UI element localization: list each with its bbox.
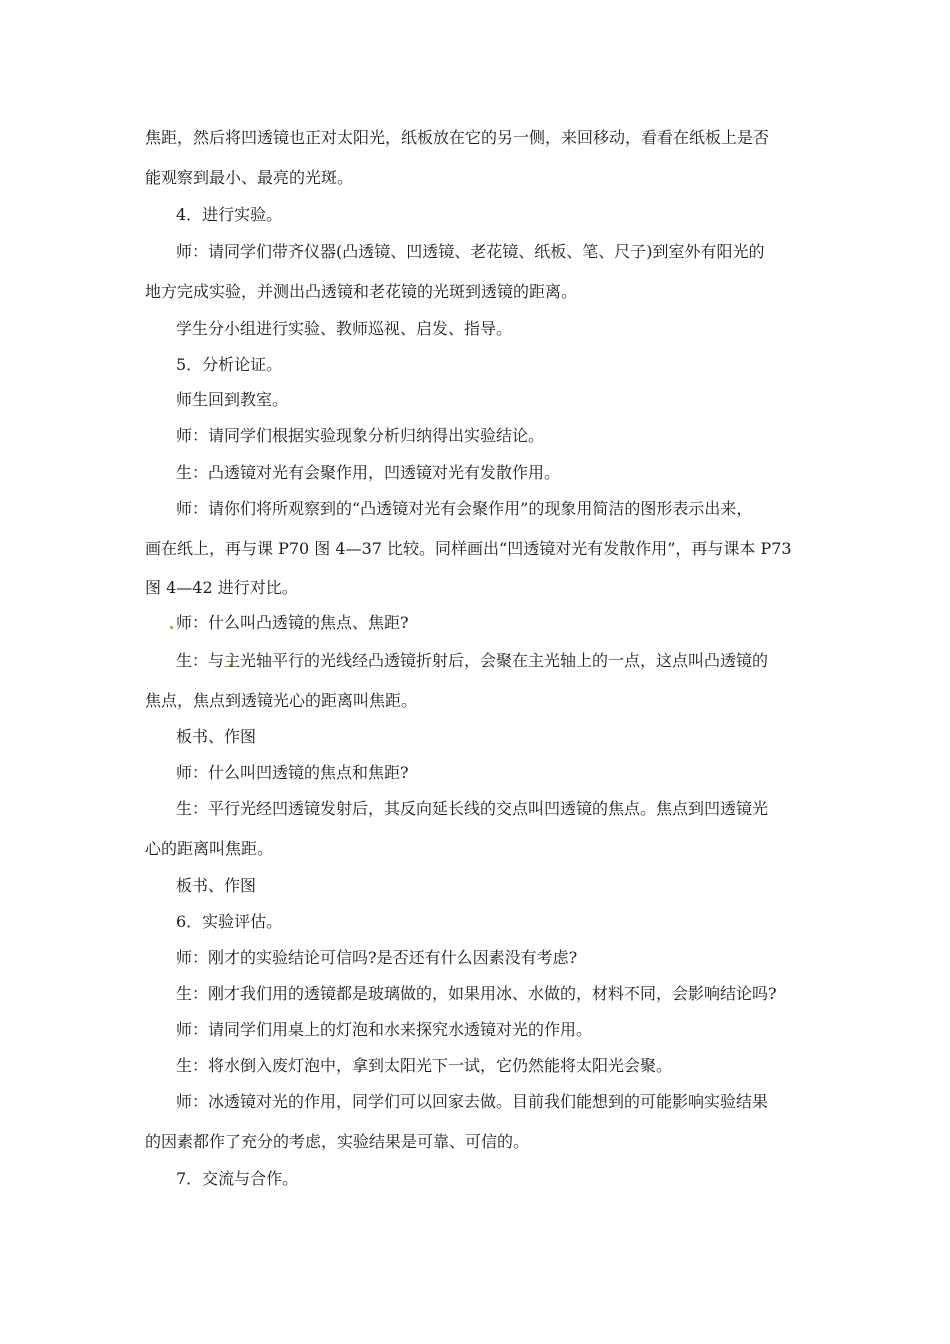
- text-line: 师：什么叫凹透镜的焦点和焦距?: [176, 763, 409, 782]
- text-line: 师：请同学们用桌上的灯泡和水来探究水透镜对光的作用。: [176, 1020, 593, 1039]
- text-line: 师：什么叫凸透镜的焦点、焦距?: [176, 613, 409, 632]
- text-line: 能观察到最小、最亮的光斑。: [145, 168, 354, 187]
- text-line: 生：与主光轴平行的光线经凸透镜折射后，会聚在主光轴上的一点，这点叫凸透镜的: [176, 651, 769, 670]
- text-line: 师生回到教室。: [176, 390, 289, 409]
- section-heading: 6．实验评估。: [176, 912, 283, 931]
- text-line: 地方完成实验，并测出凸透镜和老花镜的光斑到透镜的距离。: [145, 282, 578, 301]
- text-line: 生：凸透镜对光有会聚作用，凹透镜对光有发散作用。: [176, 463, 561, 482]
- text-line: 生：刚才我们用的透镜都是玻璃做的，如果用冰、水做的，材料不同，会影响结论吗?: [176, 984, 777, 1003]
- text-line: 师：请同学们根据实验现象分析归纳得出实验结论。: [176, 426, 545, 445]
- section-heading: 4．进行实验。: [176, 205, 283, 224]
- text-line: 画在纸上，再与课 P70 图 4—37 比较。同样画出“凹透镜对光有发散作用”，再与课本 P73: [145, 539, 792, 558]
- text-line: 心的距离叫焦距。: [145, 839, 274, 858]
- text-line: 的因素都作了充分的考虑，实验结果是可靠、可信的。: [145, 1132, 530, 1151]
- text-line: 师：刚才的实验结论可信吗?是否还有什么因素没有考虑?: [176, 948, 578, 967]
- text-line: 师：请你们将所观察到的“凸透镜对光有会聚作用”的现象用简洁的图形表示出来，: [176, 499, 753, 518]
- text-line: 师：请同学们带齐仪器(凸透镜、凹透镜、老花镜、纸板、笔、尺子)到室外有阳光的: [176, 242, 765, 261]
- text-line: 生：平行光经凹透镜发射后，其反向延长线的交点叫凹透镜的焦点。焦点到凹透镜光: [176, 799, 769, 818]
- text-line: 焦距，然后将凹透镜也正对太阳光，纸板放在它的另一侧，来回移动，看看在纸板上是否: [145, 128, 770, 147]
- text-line: 焦点，焦点到透镜光心的距离叫焦距。: [145, 691, 418, 710]
- section-heading: 5．分析论证。: [176, 355, 283, 374]
- text-line: 学生分小组进行实验、教师巡视、启发、指导。: [176, 319, 513, 338]
- text-line: 板书、作图: [176, 727, 257, 746]
- text-line: 生：将水倒入废灯泡中，拿到太阳光下一试，它仍然能将太阳光会聚。: [176, 1056, 673, 1075]
- text-line: 图 4—42 进行对比。: [145, 578, 298, 597]
- text-line: 板书、作图: [176, 876, 257, 895]
- section-heading: 7．交流与合作。: [176, 1169, 299, 1188]
- text-line: 师：冰透镜对光的作用，同学们可以回家去做。目前我们能想到的可能影响实验结果: [176, 1092, 769, 1111]
